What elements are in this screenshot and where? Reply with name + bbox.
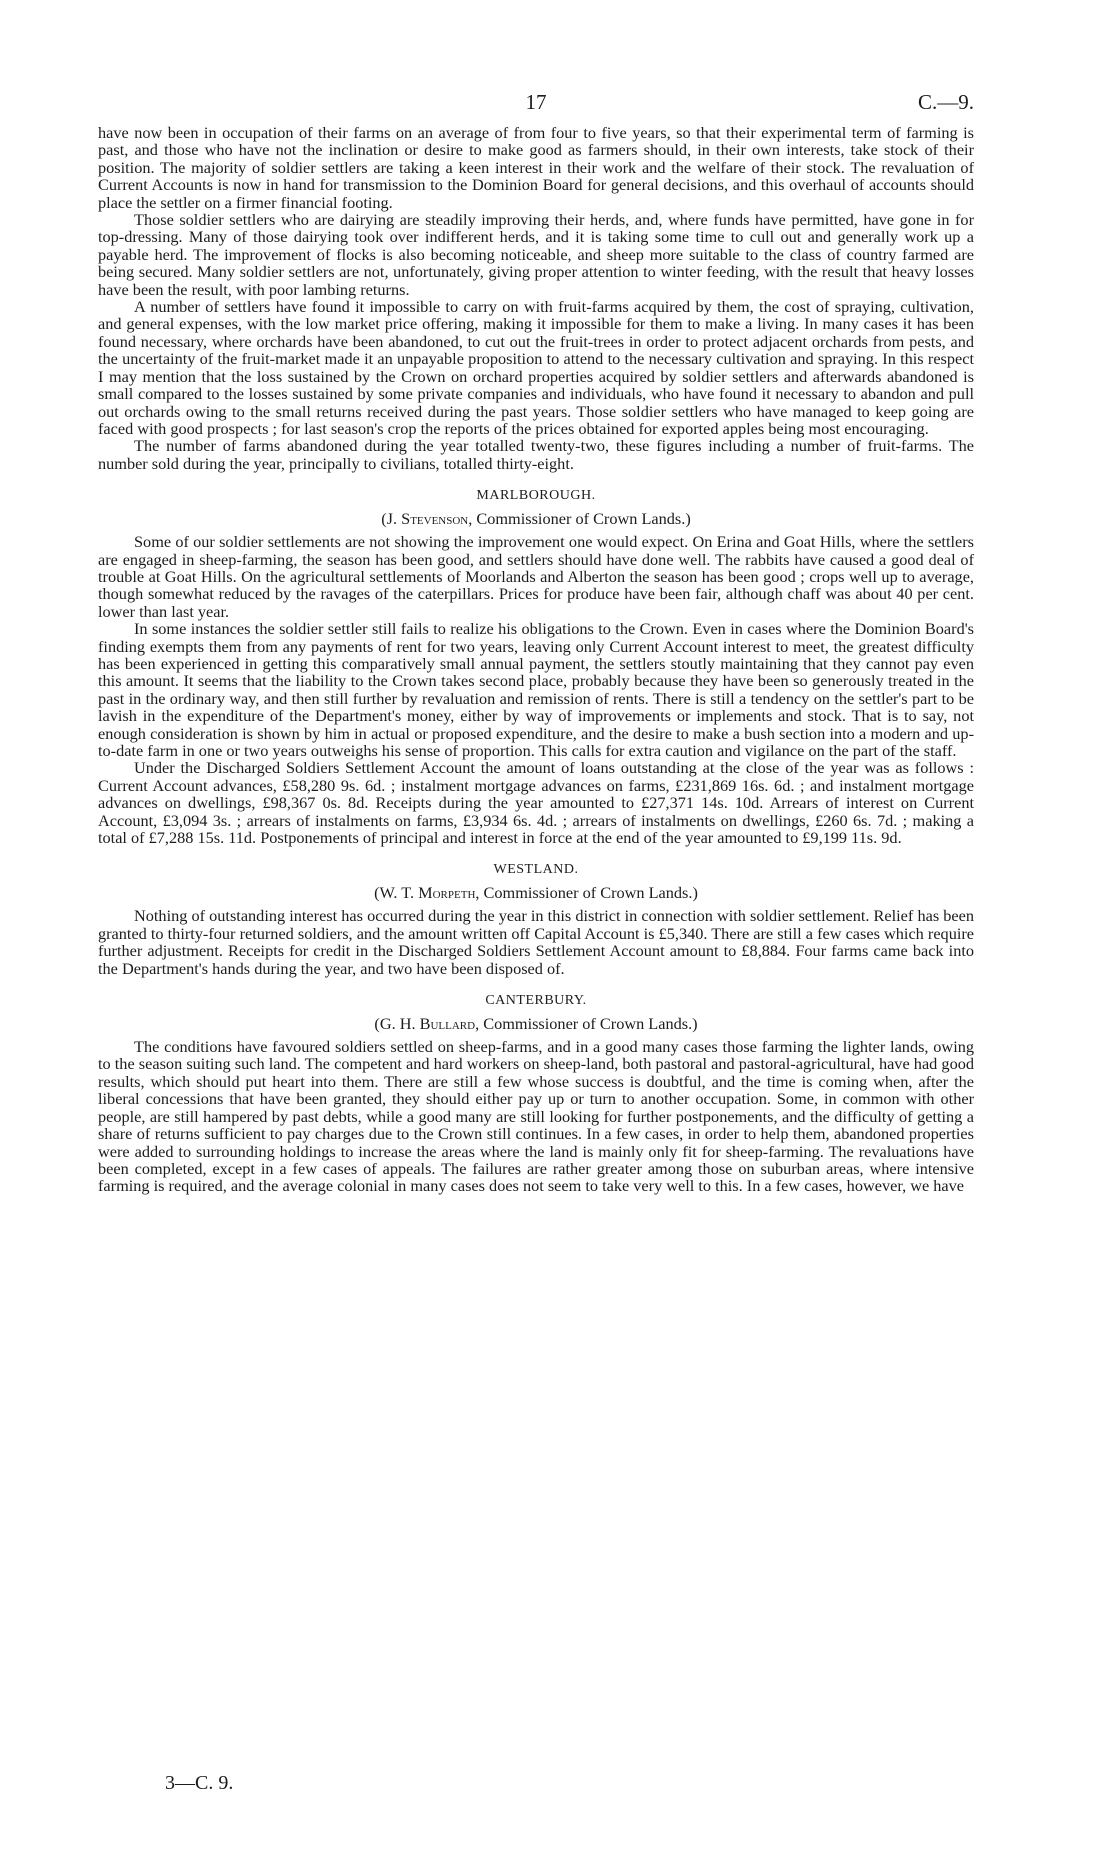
section-heading: MARLBOROUGH. [476, 488, 596, 504]
byline-prefix: (G. H. [374, 1014, 420, 1034]
page-header [98, 90, 974, 124]
paragraph: A number of settlers have found it impossible to carry on with fruit-farms acquired by them, the cost of spraying, cultivation, and general expenses, with the low market price offering, making it impossible for them to make a living. In many cases it has been found necessary, where orchards have been abandoned, to cut out the fruit-trees in order to protect adjacent orchards from pests, and the uncertainty of the fruit-market made it an unpayable proposition to attend to the necessary cultivation and spraying. In this respect I may mention that the loss sustained by the Crown on orchard properties acquired by soldier settlers and afterwards abandoned is small compared to the losses sustained by some private companies and individuals, who have found it necessary to abandon and pull out orchards owing to the small returns received during the past years. Those soldier settlers who have managed to keep going are faced with good prospects ; for last season's crop the reports of the prices obtained for exported apples being most encouraging. [98, 297, 974, 438]
paragraph: The conditions have favoured soldiers settled on sheep-farms, and in a good many cases those farming the lighter lands, owing to the season suiting such land. The competent and hard workers on sheep-land, both pastoral and pastoral-agricultural, have had good results, which should put heart into them. There are still a few whose success is doubtful, and the time is coming when, after the liberal concessions that have been granted, they should either pay up or turn to another occupation. Some, in common with other people, are still hampered by past debts, while a good many are still looking for further postponements, and the difficulty of getting a share of returns sufficient to pay charges due to the Crown still continues. In a few cases, in order to help them, abandoned properties were added to surrounding holdings to increase the areas where the land is mainly only fit for sheep-farming. The revaluations have been completed, except in a few cases of appeals. The failures are rather greater among those on suburban areas, where intensive farming is required, and the average colonial in many cases does not seem to take very well to this. In a few cases, however, we have [98, 1037, 974, 1196]
paragraph: Nothing of outstanding interest has occurred during the year in this district in connection with soldier settlement. Relief has been granted to thirty-four returned soldiers, and the amount written off Capital Account is £5,340. There are still a few cases which require further adjustment. Receipts for credit in the Discharged Soldiers Settlement Account amount to £8,884. Four farms came back into the Department's hands during the year, and two have been disposed of. [98, 906, 974, 978]
paragraph: have now been in occupation of their farms on an average of from four to five years, so that their experimental term of farming is past, and those who have not the inclination or desire to make good as farmers should, in their own interests, take stock of their position. The majority of soldier settlers are taking a keen interest in their work and the welfare of their stock. The revaluation of Current Accounts is now in hand for transmission to the Dominion Board for general decisions, and this overhaul of accounts should place the settler on a firmer financial footing. [98, 123, 974, 212]
section-heading: CANTERBURY. [485, 993, 587, 1009]
paragraph: The number of farms abandoned during the year totalled twenty-two, these figures including a number of fruit-farms. The number sold during the year, principally to civilians, totalled thirty-eight. [98, 436, 974, 473]
document-page [98, 90, 974, 1195]
byline-suffix: , Commissioner of Crown Lands.) [468, 509, 691, 529]
westland-section [98, 862, 974, 977]
byline-suffix: , Commissioner of Crown Lands.) [475, 883, 698, 903]
intro-section [98, 124, 974, 472]
commissioner-name: Stevenson [401, 509, 469, 529]
byline-prefix: (W. T. [374, 883, 419, 903]
paragraph: Under the Discharged Soldiers Settlement Account the amount of loans outstanding at the close of the year was as follows : Current Account advances, £58,280 9s. 6d. ; instalment mortgage advances on farms, £231,869 16s. 6d. ; and instalment mortgage advances on dwellings, £98,367 0s. 8d. Receipts during the year amounted to £27,371 14s. 10d. Arrears of interest on Current Account, £3,094 3s. ; arrears of instalments on farms, £3,934 6s. 4d. ; arrears of instalments on dwellings, £260 6s. 7d. ; making a total of £7,288 15s. 11d. Postponements of principal and interest in force at the end of the year amounted to £9,199 11s. 9d. [98, 758, 974, 848]
commissioner-name: Morpeth [418, 883, 476, 903]
commissioner-byline [98, 1014, 974, 1034]
commissioner-name: Bullard [419, 1014, 476, 1034]
commissioner-byline [98, 883, 974, 903]
marlborough-section [98, 488, 974, 846]
paragraph: Those soldier settlers who are dairying are steadily improving their herds, and, where funds have permitted, have gone in for top-dressing. Many of those dairying took over indifferent herds, and it is taking some time to cull out and generally work up a payable herd. The improvement of flocks is also becoming noticeable, and sheep more suitable to the class of country farmed are being secured. Many soldier settlers are not, unfortunately, giving proper attention to winter feeding, with the result that heavy losses have been the result, with poor lambing returns. [98, 210, 974, 299]
commissioner-byline [98, 509, 974, 529]
section-heading: WESTLAND. [493, 862, 579, 878]
byline-suffix: , Commissioner of Crown Lands.) [475, 1014, 698, 1034]
page-number: 17 [525, 90, 547, 114]
byline-prefix: (J. [381, 509, 402, 529]
canterbury-section [98, 993, 974, 1195]
footer-code: 3—C. 9. [165, 1772, 234, 1794]
paragraph: In some instances the soldier settler still fails to realize his obligations to the Crown. Even in cases where the Dominion Board's finding exempts them from any payments of rent for two years, leaving only Current Account interest to meet, the greatest difficulty has been experienced in getting this comparatively small annual payment, the settlers stoutly maintaining that they cannot pay even this amount. It seems that the liability to the Crown takes second place, probably because they have been so generously treated in the past in the ordinary way, and then still further by revaluation and remission of rents. There is still a tendency on the settler's part to be lavish in the expenditure of the Department's money, either by way of improvements or implements and stock. That is to say, not enough consideration is shown by him in actual or proposed expenditure, and the desire to make a bush section into a modern and up-to-date farm in one or two years outweighs his sense of proportion. This calls for extra caution and vigilance on the part of the staff. [98, 619, 974, 760]
paragraph: Some of our soldier settlements are not showing the improvement one would expect. On Erina and Goat Hills, where the settlers are engaged in sheep-farming, the season has been good, and settlers should have done well. The rabbits have caused a good deal of trouble at Goat Hills. On the agricultural settlements of Moorlands and Alberton the season has been good ; crops well up to average, though somewhat reduced by the ravages of the caterpillars. Prices for produce have been fair, although chaff was about 40 per cent. lower than last year. [98, 532, 974, 621]
document-code: C.—9. [917, 90, 974, 114]
